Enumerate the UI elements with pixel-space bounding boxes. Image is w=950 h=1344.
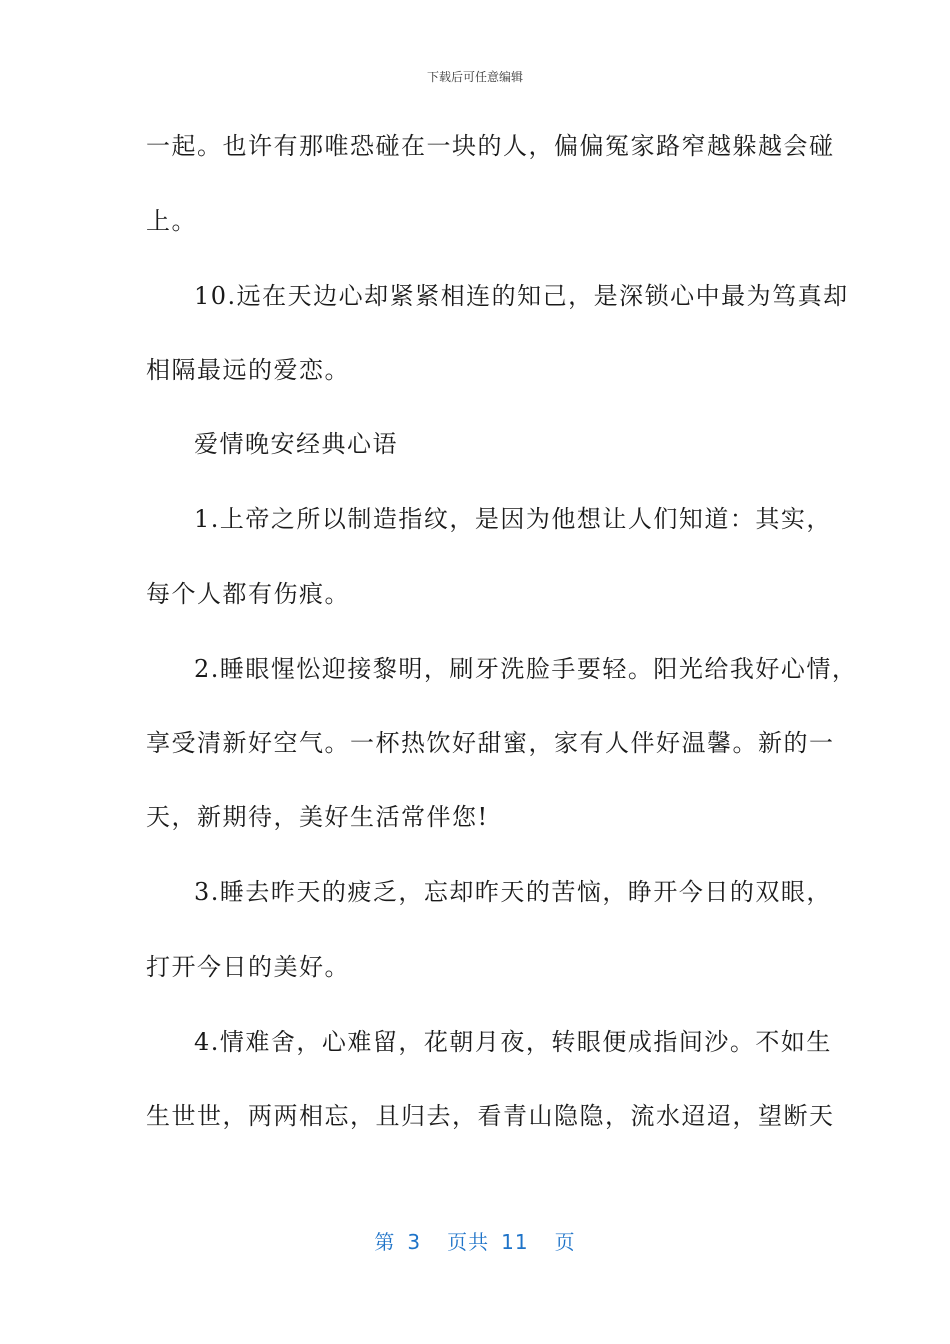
footer-total-pages: 11	[501, 1230, 529, 1254]
body-line-8: 2.睡眼惺忪迎接黎明，刷牙洗脸手要轻。阳光给我好心情，	[194, 655, 858, 683]
body-line-1: 一起。也许有那唯恐碰在一块的人，偏偏冤家路窄越躲越会碰	[146, 132, 835, 160]
body-line-9: 享受清新好空气。一杯热饮好甜蜜，家有人伴好温馨。新的一	[146, 729, 835, 757]
body-line-3: 10.远在天边心却紧紧相连的知己，是深锁心中最为笃真却	[194, 282, 849, 310]
body-line-7: 每个人都有伤痕。	[146, 580, 350, 608]
body-line-10: 天，新期待，美好生活常伴您!	[146, 803, 489, 831]
page-header: 下载后可任意编辑	[426, 70, 523, 84]
body-line-6: 1.上帝之所以制造指纹，是因为他想让人们知道：其实，	[194, 505, 832, 533]
footer-prefix: 第	[374, 1230, 396, 1254]
footer-suffix: 页	[554, 1230, 576, 1254]
footer-middle: 页共	[447, 1230, 490, 1254]
page-footer	[0, 1226, 950, 1255]
section-heading: 爱情晚安经典心语	[194, 430, 398, 458]
body-line-2: 上。	[146, 207, 197, 235]
body-line-13: 4.情难舍，心难留，花朝月夜，转眼便成指间沙。不如生	[194, 1028, 832, 1056]
body-line-14: 生世世，两两相忘，且归去，看青山隐隐，流水迢迢，望断天	[146, 1102, 835, 1130]
body-line-12: 打开今日的美好。	[146, 953, 350, 981]
footer-current-page: 3	[407, 1230, 422, 1254]
body-line-11: 3.睡去昨天的疲乏，忘却昨天的苦恼，睁开今日的双眼，	[194, 878, 832, 906]
body-line-4: 相隔最远的爱恋。	[146, 356, 350, 384]
